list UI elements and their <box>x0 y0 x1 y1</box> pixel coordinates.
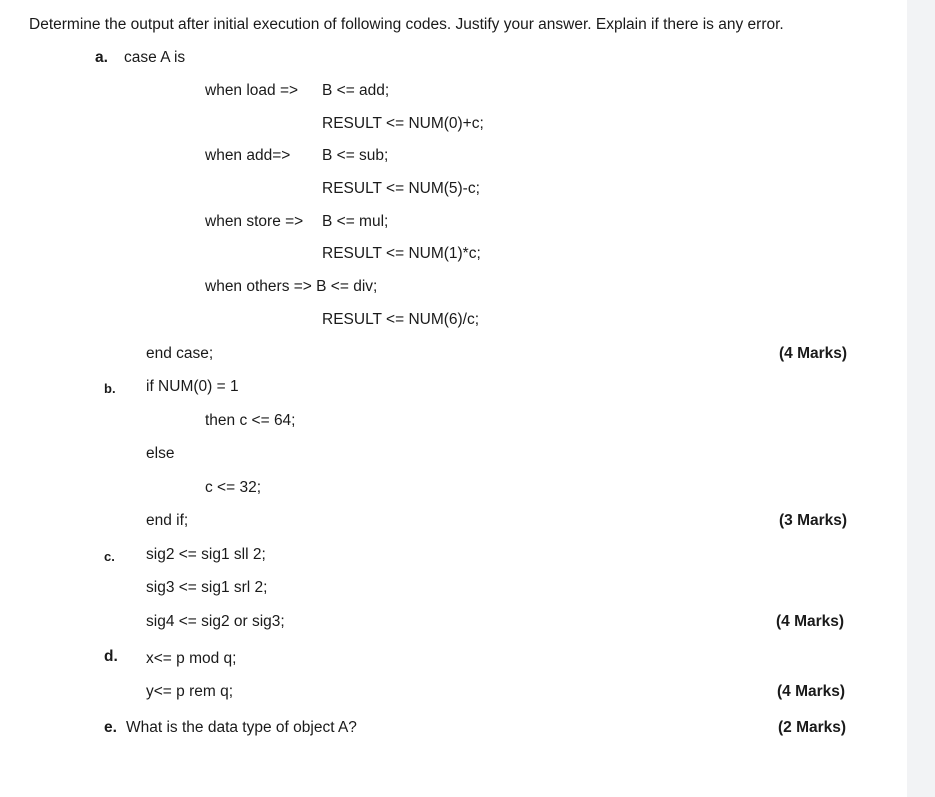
mod-line: x<= p mod q; <box>146 650 237 667</box>
then-line: then c <= 64; <box>205 412 296 429</box>
when-load-line: when load => <box>205 82 299 99</box>
part-b-marks: (3 Marks) <box>779 512 848 529</box>
part-d-marks: (4 Marks) <box>777 683 846 700</box>
part-d-label: d. <box>104 648 118 665</box>
part-a-label: a. <box>95 49 108 66</box>
part-e-marks: (2 Marks) <box>778 719 847 736</box>
end-if-line: end if; <box>146 512 189 529</box>
store-result-line: RESULT <= NUM(1)*c; <box>322 245 481 262</box>
part-e-label: e. <box>104 719 117 736</box>
sig3-line: sig3 <= sig1 srl 2; <box>146 579 268 596</box>
part-a-marks: (4 Marks) <box>779 345 848 362</box>
end-case-line: end case; <box>146 345 214 362</box>
sig2-line: sig2 <= sig1 sll 2; <box>146 546 266 563</box>
load-b-line: B <= add; <box>322 82 390 99</box>
rem-line: y<= p rem q; <box>146 683 234 700</box>
when-others-line: when others => B <= div; <box>205 278 378 295</box>
side-scrollbar-strip <box>907 0 935 797</box>
sig4-line: sig4 <= sig2 or sig3; <box>146 613 285 630</box>
add-result-line: RESULT <= NUM(5)-c; <box>322 180 480 197</box>
part-e-question: What is the data type of object A? <box>126 719 357 736</box>
when-add-line: when add=> <box>205 147 291 164</box>
part-c-label: c. <box>104 549 115 564</box>
instruction-text: Determine the output after initial execution of following codes. Justify your answer. Explain if there is any error. <box>29 16 784 33</box>
load-result-line: RESULT <= NUM(0)+c; <box>322 115 484 132</box>
if-line: if NUM(0) = 1 <box>146 378 239 395</box>
else-stmt-line: c <= 32; <box>205 479 262 496</box>
else-line: else <box>146 445 175 462</box>
part-a-header: case A is <box>124 49 186 66</box>
part-b-label: b. <box>104 381 116 396</box>
others-result-line: RESULT <= NUM(6)/c; <box>322 311 480 328</box>
store-b-line: B <= mul; <box>322 213 389 230</box>
when-store-line: when store => <box>205 213 304 230</box>
part-c-marks: (4 Marks) <box>776 613 845 630</box>
add-b-line: B <= sub; <box>322 147 389 164</box>
